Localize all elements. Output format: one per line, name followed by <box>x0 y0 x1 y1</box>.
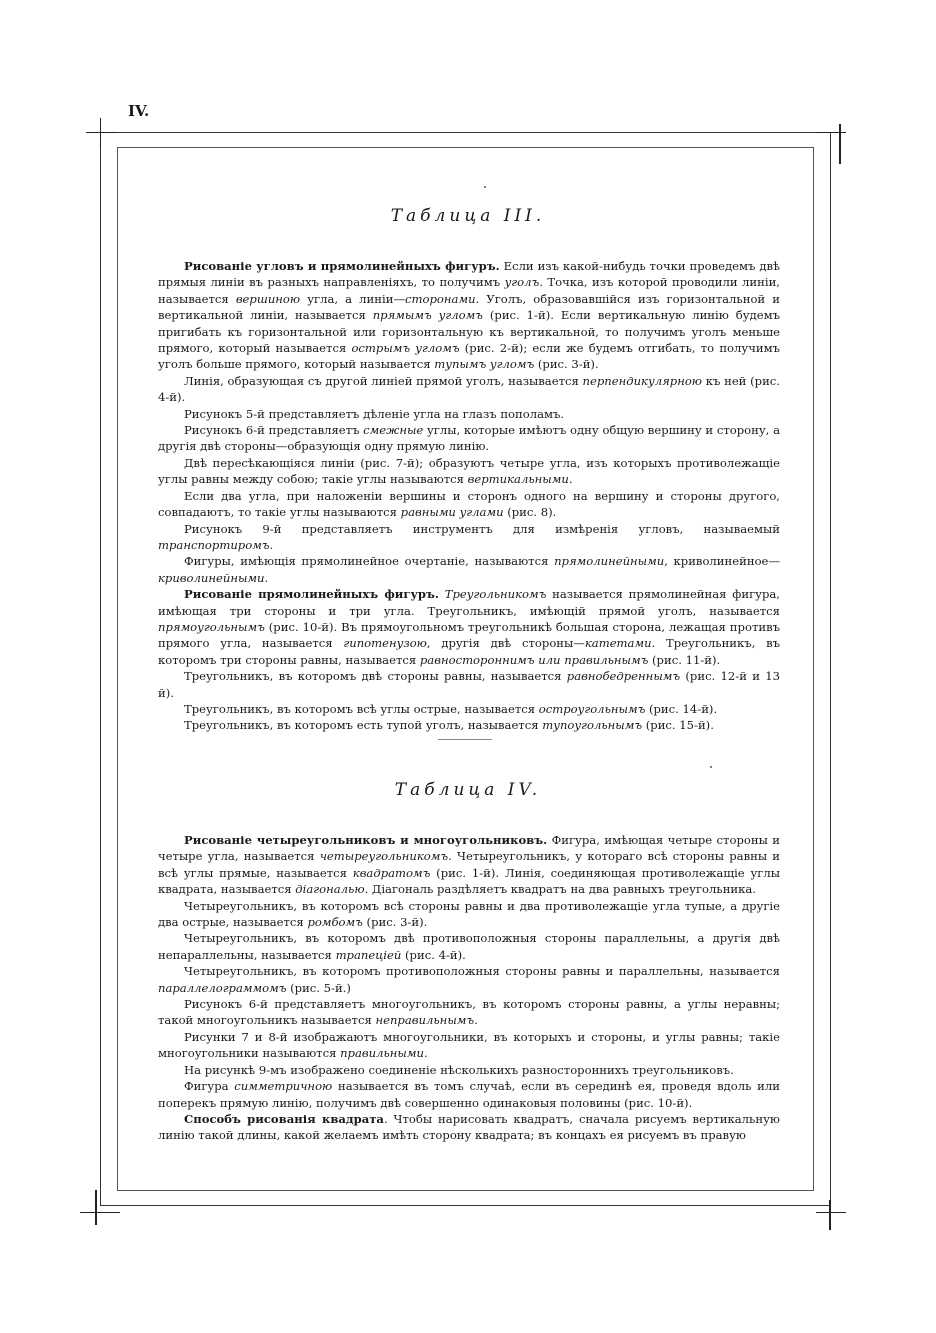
italic-run: Треугольникомъ <box>444 587 547 602</box>
paragraph <box>158 1062 780 1078</box>
text-run: (рис. 3-й). <box>362 915 428 930</box>
paragraph <box>158 1029 780 1062</box>
italic-run: вершиною <box>235 291 301 306</box>
text-run: Рисунокъ 6-й представляетъ <box>184 423 364 438</box>
paragraph <box>158 422 780 455</box>
italic-run: трапеціей <box>335 947 402 962</box>
paragraph <box>158 1111 780 1144</box>
text-run: (рис. 15-й). <box>642 718 714 733</box>
text-run: . Точка, изъ которой проводили линіи, называется <box>158 275 780 306</box>
text-run: (рис. 12-й и 13 й). <box>158 669 780 700</box>
text-run: (рис. 1-й). Линія, соединяющая противолежащіе углы квадрата, называется <box>158 865 780 897</box>
text-run: Рисунки 7 и 8-й изображаютъ многоугольники, въ которыхъ и стороны, и углы равны; такіе многоугольники называются <box>158 1029 780 1061</box>
text-run: Фигура, имѣющая четыре стороны и четыре угла, называется <box>158 833 780 864</box>
corner-line <box>816 132 846 133</box>
italic-run: симметричною <box>234 1079 333 1094</box>
corner-line <box>100 118 101 148</box>
text-run: (рис. 4-й). <box>401 947 466 962</box>
paragraph <box>158 930 780 963</box>
paragraph <box>158 521 780 554</box>
section-body-table-3 <box>158 258 780 734</box>
text-run: . <box>423 1046 428 1061</box>
text-run: (рис. 14-й). <box>645 701 718 716</box>
speck <box>710 766 712 768</box>
paragraph <box>158 553 780 586</box>
italic-run: параллелограммомъ <box>158 980 287 995</box>
paragraph <box>158 996 780 1029</box>
corner-line <box>86 132 116 133</box>
paragraph <box>158 832 780 898</box>
text-run: Если два угла, при наложеніи вершины и сторонъ одного на вершину и стороны другого, совпадаютъ, то такіе углы называются <box>158 488 780 520</box>
italic-run: прямымъ угломъ <box>372 308 483 323</box>
paragraph <box>158 258 780 373</box>
italic-run: вертикальными <box>467 472 569 487</box>
italic-run: прямоугольнымъ <box>158 619 265 634</box>
text-run: (рис. 1-й). Если вертикальную линію будемъ пригибать къ горизонтальной или горизонтальную къ вертикальной, то получимъ уголъ меньше прямого, который называется <box>158 308 780 356</box>
italic-run: перпендикулярною <box>582 373 703 388</box>
paragraph <box>158 717 780 733</box>
italic-run: равнобедреннымъ <box>566 669 681 684</box>
text-run: Если изъ какой-нибудь точки проведемъ двѣ прямыя линіи въ разныхъ направленіяхъ, то получимъ <box>158 259 780 290</box>
bold-run: Рисованіе четыреугольниковъ и многоугольниковъ. <box>184 833 548 847</box>
paragraph <box>158 373 780 406</box>
paragraph <box>158 406 780 422</box>
text-run: углы, которые имѣютъ одну общую вершину и сторону, а другія двѣ стороны—образующія одну прямую линію. <box>158 423 780 454</box>
text-run: (рис. 11-й). <box>648 652 721 667</box>
text-run: Треугольникъ, въ которомъ есть тупой уголъ, называется <box>184 718 543 733</box>
paragraph <box>158 701 780 717</box>
italic-run: катетами <box>584 636 652 651</box>
italic-run: правильными <box>340 1046 424 1061</box>
italic-run: тупоугольнымъ <box>542 718 643 733</box>
text-run: . <box>264 570 269 585</box>
corner-line <box>829 1200 831 1230</box>
section-separator <box>438 739 492 740</box>
corner-line <box>95 1190 97 1225</box>
italic-run: ромбомъ <box>307 915 363 930</box>
italic-run: уголъ <box>504 275 540 290</box>
text-run: называется прямолинейная фигура, имѣющая три стороны и три угла. Треугольникъ, имѣющій прямой уголъ, называется <box>158 587 780 618</box>
italic-run: криволинейными <box>158 570 265 585</box>
text-run: . <box>568 472 573 487</box>
text-run: Треугольникъ, въ которомъ двѣ стороны равны, называется <box>184 669 567 684</box>
section-title-table-3: Таблица III. <box>390 206 546 226</box>
paragraph <box>158 898 780 931</box>
italic-run: равными углами <box>400 505 504 520</box>
bold-run: Рисованіе угловъ и прямолинейныхъ фигуръ. <box>184 259 500 273</box>
text-run: Четыреугольникъ, въ которомъ всѣ стороны равны и два противолежащіе угла тупые, а другіе два острые, называется <box>158 898 780 930</box>
text-run: Треугольникъ, въ которомъ всѣ углы острые, называется <box>184 701 539 716</box>
italic-run: гипотенузою <box>343 636 427 651</box>
text-run: . Уголъ, образовавшійся изъ горизонтальной и вертикальной линіи, называется <box>158 291 780 323</box>
text-run: (рис. 8). <box>503 505 557 520</box>
italic-run: острымъ угломъ <box>351 341 460 356</box>
text-run: . Треугольникъ, въ которомъ три стороны равны, называется <box>158 636 780 667</box>
section-title-table-4: Таблица IV. <box>394 780 542 800</box>
italic-run: равностороннимъ или правильнымъ <box>419 652 649 667</box>
text-run: Четыреугольникъ, въ которомъ двѣ противоположныя стороны параллельны, а другія двѣ непараллельны, называется <box>158 931 780 962</box>
paragraph <box>158 963 780 996</box>
text-run: (рис. 5-й.) <box>286 980 351 995</box>
italic-run: діагональю <box>295 882 365 897</box>
text-run: Фигуры, имѣющія прямолинейное очертаніе, называются <box>184 554 555 569</box>
italic-run: транспортиромъ <box>158 537 270 552</box>
text-run: Двѣ пересѣкающіяся линіи (рис. 7-й); образуютъ четыре угла, изъ которыхъ противолежащіе углы равны между собою; такіе углы называются <box>158 455 780 487</box>
text-run: , другія двѣ стороны— <box>426 636 585 651</box>
text-run: Рисунокъ 6-й представляетъ многоугольникъ, въ которомъ стороны равны, а углы неравны; такой многоугольникъ называется <box>158 997 780 1028</box>
text-run: Четыреугольникъ, въ которомъ противоположныя стороны равны и параллельны, называется <box>184 964 780 979</box>
paragraph <box>158 455 780 488</box>
paragraph <box>158 488 780 521</box>
text-run: . Четыреугольникъ, у котораго всѣ стороны равны и всѣ углы прямые, называется <box>158 849 781 880</box>
bold-run: Рисованіе прямолинейныхъ фигуръ. <box>184 587 439 602</box>
paragraph <box>158 586 780 668</box>
italic-run: прямолинейными <box>554 554 665 569</box>
text-run: (рис. 10-й). Въ прямоугольномъ треугольникѣ большая сторона, лежащая противъ прямого угла, называется <box>158 619 780 651</box>
italic-run: сторонами <box>405 291 476 306</box>
italic-run: четыреугольникомъ <box>319 849 449 864</box>
page-number: IV. <box>128 102 150 120</box>
text-run: . Чтобы нарисовать квадратъ, сначала рисуемъ вертикальную линію такой длины, какой желаемъ имѣть сторону квадрата; въ концахъ ея рисуемъ въ правую <box>158 1111 780 1143</box>
text-run: къ ней (рис. 4-й). <box>158 373 780 405</box>
text-run: . Діагональ раздѣляетъ квадратъ на два равныхъ треугольника. <box>364 882 756 897</box>
section-body-table-4 <box>158 832 780 1144</box>
corner-line <box>816 1212 846 1213</box>
text-run: Линія, образующая съ другой линіей прямой уголъ, называется <box>184 373 583 388</box>
corner-line <box>80 1212 120 1213</box>
corner-line <box>839 124 841 164</box>
text-run: На рисункѣ 9-мъ изображено соединеніе нѣсколькихъ разностороннихъ треугольниковъ. <box>184 1062 734 1077</box>
text-run: (рис. 3-й). <box>534 357 599 372</box>
text-run: Рисунокъ 9-й представляетъ инструментъ для измѣренія угловъ, называемый <box>184 521 780 536</box>
text-run: Фигура <box>184 1079 235 1094</box>
text-run: (рис. 2-й); если же будемъ отгибать, то получимъ уголъ больше прямого, который называется <box>158 341 780 372</box>
italic-run: квадратомъ <box>352 865 431 880</box>
bold-run: Способъ рисованія квадрата <box>184 1111 384 1126</box>
text-run: , криволинейное— <box>664 554 781 569</box>
italic-run: смежные <box>363 423 424 438</box>
text-run: называется въ томъ случаѣ, если въ серединѣ ея, проведя вдоль или поперекъ прямую линію, получимъ двѣ совершенно одинаковыя половины (рис. 10-й). <box>158 1079 780 1110</box>
paragraph <box>158 1078 780 1111</box>
text-run: угла, а линіи— <box>300 291 406 306</box>
italic-run: остроугольнымъ <box>538 701 646 716</box>
italic-run: неправильнымъ <box>375 1013 475 1028</box>
text-run: Рисунокъ 5-й представляетъ дѣленіе угла на глазъ пополамъ. <box>184 406 565 421</box>
speck <box>484 186 486 188</box>
paragraph <box>158 668 780 701</box>
text-run: . <box>474 1013 478 1028</box>
italic-run: тупымъ угломъ <box>434 357 535 372</box>
text-run: . <box>269 537 274 552</box>
